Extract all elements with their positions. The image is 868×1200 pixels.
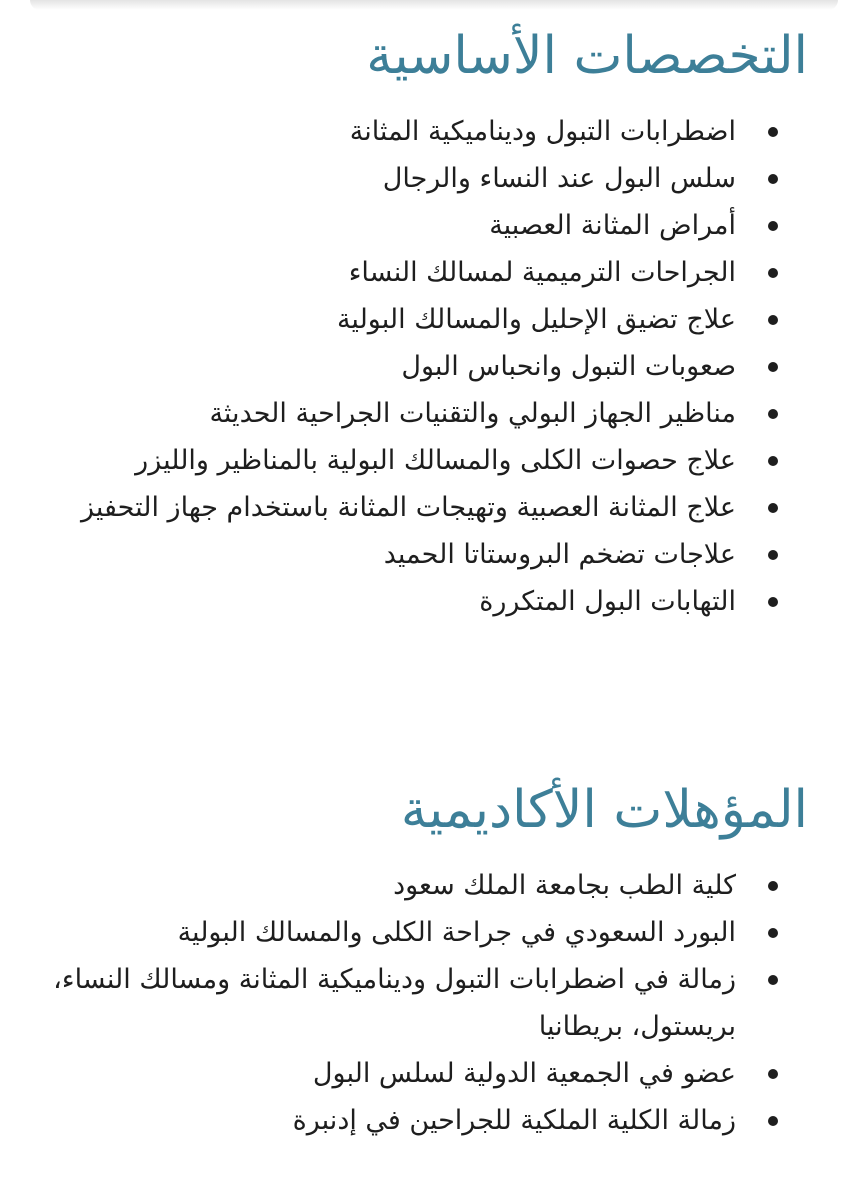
list-item: علاج تضيق الإحليل والمسالك البولية [40,296,736,343]
qualifications-heading: المؤهلات الأكاديمية [400,780,808,840]
list-item: التهابات البول المتكررة [40,578,736,625]
list-item: علاج المثانة العصبية وتهيجات المثانة باستخدام جهاز التحفيز [40,484,736,531]
specialties-section [40,18,808,625]
list-item: مناظير الجهاز البولي والتقنيات الجراحية الحديثة [40,390,736,437]
list-item: البورد السعودي في جراحة الكلى والمسالك البولية [40,909,736,956]
qualifications-section [40,772,808,1144]
list-item: اضطرابات التبول وديناميكية المثانة [40,108,736,155]
list-item: صعوبات التبول وانحباس البول [40,343,736,390]
list-item: سلس البول عند النساء والرجال [40,155,736,202]
list-item: كلية الطب بجامعة الملك سعود [40,862,736,909]
list-item: زمالة الكلية الملكية للجراحين في إدنبرة [40,1097,736,1144]
specialties-list [40,108,808,625]
list-item: علاج حصوات الكلى والمسالك البولية بالمناظير والليزر [40,437,736,484]
list-item: زمالة في اضطرابات التبول وديناميكية المثانة ومسالك النساء، بريستول، بريطانيا [40,956,736,1050]
qualifications-list [40,862,808,1144]
list-item: الجراحات الترميمية لمسالك النساء [40,249,736,296]
list-item: أمراض المثانة العصبية [40,202,736,249]
top-shadow [30,0,838,10]
list-item: عضو في الجمعية الدولية لسلس البول [40,1050,736,1097]
list-item: علاجات تضخم البروستاتا الحميد [40,531,736,578]
specialties-heading: التخصصات الأساسية [366,26,808,86]
